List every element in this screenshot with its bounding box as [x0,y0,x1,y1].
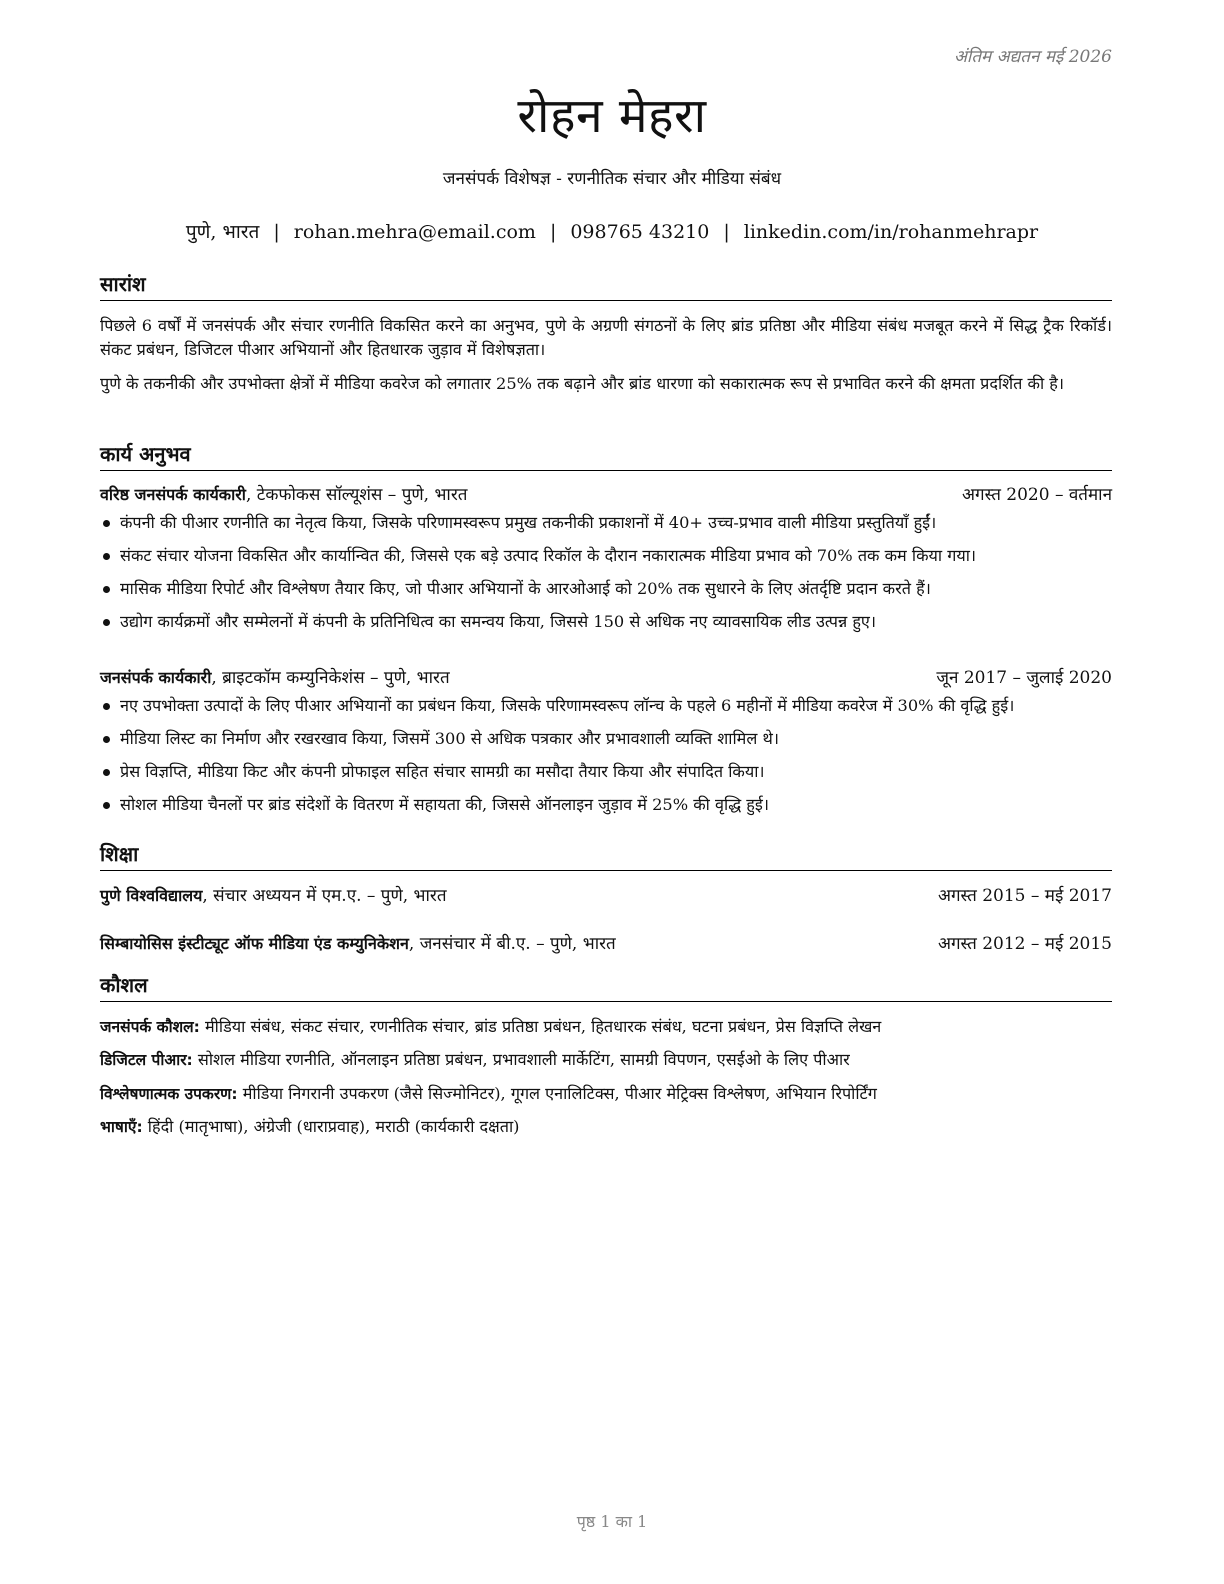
bullet-text: नए उपभोक्ता उत्पादों के लिए पीआर अभियानों का प्रबंधन किया, जिसके परिणामस्वरूप लॉन्च के पहले 6 महीनों में मीडिया कवरेज में 30% की वृद्धि हुई। [120,696,1015,715]
degree: , जनसंचार में बी.ए. – पुणे, भारत [408,934,616,954]
skill-value: हिंदी (मातृभाषा), अंग्रेजी (धाराप्रवाह), मराठी (कार्यकारी दक्षता) [142,1117,520,1136]
skill-row [100,1015,1112,1037]
skill-label: डिजिटल पीआर: [100,1051,193,1069]
skills-heading: कौशल [100,971,1112,1002]
bullet-icon [103,802,110,809]
school-name: सिम्बायोसिस इंस्टीट्यूट ऑफ मीडिया एंड कम्युनिकेशन [100,934,409,953]
skill-value: मीडिया निगरानी उपकरण (जैसे सिज्मोनिटर), गूगल एनालिटिक्स, पीआर मेट्रिक्स विश्लेषण, अभियान रिपोर्टिंग [237,1084,877,1103]
professional-title: जनसंपर्क विशेषज्ञ - रणनीतिक संचार और मीडिया संबंध [442,169,782,189]
contact-linkedin[interactable]: linkedin.com/in/rohanmehrapr [743,221,1039,243]
bullet-icon [103,703,110,710]
contact-separator: | [273,221,280,243]
job-title: वरिष्ठ जनसंपर्क कार्यकारी [100,485,246,504]
candidate-name: रोहन मेहरा [517,88,707,144]
skill-label: भाषाएँ: [100,1118,143,1136]
bullet-icon [103,619,110,626]
contact-location: पुणे, भारत [185,221,260,243]
contact-email[interactable]: rohan.mehra@email.com [293,221,536,243]
contact-line [0,218,1224,244]
education-entry [100,883,1112,906]
bullet-text: उद्योग कार्यक्रमों और सम्मेलनों में कंपनी के प्रतिनिधित्व का समन्वय किया, जिससे 150 से अधिक नए व्यावसायिक लीड उत्पन्न हुए। [120,612,877,631]
contact-phone: 098765 43210 [570,221,710,243]
summary-paragraph-1: पिछले 6 वर्षों में जनसंपर्क और संचार रणनीति विकसित करने का अनुभव, पुणे के अग्रणी संगठनों के लिए ब्रांड प्रतिष्ठा और मीडिया संबंध मजबूत करने में सिद्ध ट्रैक रिकॉर्ड। संकट प्रबंधन, डिजिटल पीआर अभियानों और हितधारक जुड़ाव में विशेषज्ञता। [100,316,1112,359]
bullet-icon [103,586,110,593]
skill-label: विश्लेषणात्मक उपकरण: [100,1085,238,1103]
bullet-text: प्रेस विज्ञप्ति, मीडिया किट और कंपनी प्रोफाइल सहित संचार सामग्री का मसौदा तैयार किया और संपादित किया। [120,762,765,781]
skill-value: मीडिया संबंध, संकट संचार, रणनीतिक संचार, ब्रांड प्रतिष्ठा प्रबंधन, हितधारक संबंध, घटना प्रबंधन, प्रेस विज्ञप्ति लेखन [199,1017,882,1036]
skill-label: जनसंपर्क कौशल: [100,1018,200,1036]
list-item [100,611,1120,644]
bullet-text: मासिक मीडिया रिपोर्ट और विश्लेषण तैयार किए, जो पीआर अभियानों के आरओआई को 20% तक सुधारने के लिए अंतर्दृष्टि प्रदान करते हैं। [120,579,931,598]
experience-heading: कार्य अनुभव [100,440,1112,471]
list-item [100,761,1120,794]
contact-separator: | [723,221,730,243]
bullet-text: संकट संचार योजना विकसित और कार्यान्वित की, जिससे एक बड़े उत्पाद रिकॉल के दौरान नकारात्मक मीडिया प्रभाव को 70% तक कम किया गया। [120,546,977,565]
bullet-icon [103,736,110,743]
job-header [100,665,1112,688]
job-title: जनसंपर्क कार्यकारी [100,668,212,687]
list-item [100,545,1120,578]
education-entry [100,931,1112,954]
skill-value: सोशल मीडिया रणनीति, ऑनलाइन प्रतिष्ठा प्रबंधन, प्रभावशाली मार्केटिंग, सामग्री विपणन, एसईओ के लिए पीआर [192,1050,850,1069]
bullet-text: मीडिया लिस्ट का निर्माण और रखरखाव किया, जिसमें 300 से अधिक पत्रकार और प्रभावशाली व्यक्ति शामिल थे। [120,729,779,748]
job-header [100,482,1112,505]
list-item [100,794,1120,827]
education-dates: अगस्त 2015 – मई 2017 [937,886,1112,906]
contact-separator: | [549,221,557,243]
last-updated: अंतिम अद्यतन मई 2026 [953,47,1112,67]
bullet-icon [103,769,110,776]
skill-row [100,1082,1112,1104]
bullet-text: सोशल मीडिया चैनलों पर ब्रांड संदेशों के वितरण में सहायता की, जिससे ऑनलाइन जुड़ाव में 25% की वृद्धि हुई। [120,795,769,814]
bullet-icon [103,520,110,527]
degree: , संचार अध्ययन में एम.ए. – पुणे, भारत [202,886,447,906]
job-org: , ब्राइटकॉम कम्युनिकेशंस – पुणे, भारत [211,668,450,688]
summary-heading: सारांश [100,270,1112,301]
job-bullets [100,695,1120,827]
list-item [100,512,1120,545]
bullet-text: कंपनी की पीआर रणनीति का नेतृत्व किया, जिसके परिणामस्वरूप प्रमुख तकनीकी प्रकाशनों में 40+ उच्च-प्रभाव वाली मीडिया प्रस्तुतियाँ हुईं। [120,513,937,532]
job-dates: जून 2017 – जुलाई 2020 [936,668,1112,688]
bullet-icon [103,553,110,560]
summary-paragraph-2: पुणे के तकनीकी और उपभोक्ता क्षेत्रों में मीडिया कवरेज को लगातार 25% तक बढ़ाने और ब्रांड धारणा को सकारात्मक रूप से प्रभावित करने की क्षमता प्रदर्शित की है। [100,374,1065,393]
education-dates: अगस्त 2012 – मई 2015 [937,934,1112,954]
list-item [100,578,1120,611]
skill-row [100,1115,1112,1137]
list-item [100,695,1120,728]
education-heading: शिक्षा [100,840,1112,871]
job-dates: अगस्त 2020 – वर्तमान [962,485,1112,505]
page-number: पृष्ठ 1 का 1 [576,1512,648,1531]
skill-row [100,1048,1112,1070]
school-name: पुणे विश्वविद्यालय [100,886,203,905]
list-item [100,728,1120,761]
job-org: , टेकफोकस सॉल्यूशंस – पुणे, भारत [245,485,468,505]
job-bullets [100,512,1120,644]
